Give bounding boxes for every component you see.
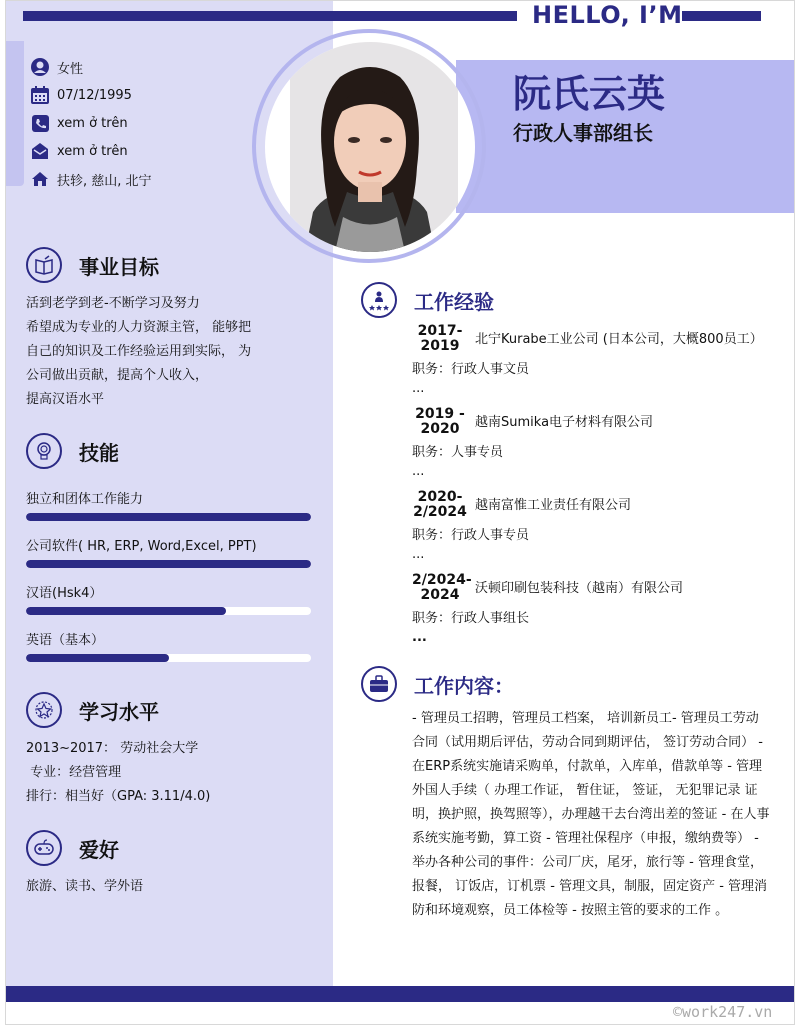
address-text: 扶轸, 慈山, 北宁: [57, 173, 152, 189]
job-title: 行政人事部组长: [513, 121, 653, 145]
skill-bar-fill: [26, 560, 311, 568]
experience-year-end: 2020: [420, 421, 460, 437]
info-gender: [30, 53, 152, 81]
resume-page: [5, 0, 795, 1025]
work-content-title: 工作内容：: [414, 673, 514, 698]
career-goal-text: [26, 292, 251, 412]
education-title: 学习水平: [79, 699, 159, 724]
experience-year-start: 2/2024-: [412, 572, 472, 588]
email-text: xem ở trên: [57, 143, 128, 159]
lightbulb-icon: [26, 433, 62, 469]
experience-role: 职务：人事专员: [412, 445, 504, 460]
watermark: ©work247.vn: [673, 1003, 773, 1021]
skill-bar: [26, 560, 311, 568]
experience-ellipsis: ...: [412, 464, 425, 479]
info-email: [30, 137, 152, 165]
birthdate-text: 07/12/1995: [57, 87, 132, 103]
experience-years: [412, 324, 468, 354]
education-line: 专业：经营管理: [26, 765, 122, 780]
experience-ellipsis: ...: [412, 630, 427, 645]
education-header: [26, 692, 159, 728]
skill-bar-fill: [26, 513, 311, 521]
work-content-text: - 管理员工招聘，管理员工档案， 培训新员工- 管理员工劳动合同（试用期后评估，劳动合同到期评估， 签订劳动合同） - 在ERP系统实施请采购单，付款单，入库单，借款单等 - 管理外国人手续（ 办理工作证， 暂住证， 签证， 无犯罪记录 证明，换护照，换驾照等），办理越干去台湾出差的签证 - 在人事系统实施考勤，算工资 - 管理社保程序（申报，缴纳费等） - 举办各种公司的事件：公司厂庆，尾牙，旅行等 - 管理食堂，报餐， 订饭店，订机票 - 管理文具，制服，固定资产 - 管理消防和环境观察，员工体检等 - 按照主管的要求的工作 。: [412, 711, 770, 918]
education-text: [26, 737, 210, 809]
skill-label: 汉语(Hsk4）: [26, 586, 103, 601]
calendar-icon: [30, 85, 50, 105]
career-goal-line: 公司做出贡献，提高个人收入，: [26, 368, 209, 383]
experience-ellipsis: ...: [412, 547, 425, 562]
skill-bar: [26, 654, 311, 662]
candidate-name: 阮氏云英: [513, 72, 666, 116]
experience-years: [412, 407, 468, 437]
user-icon: [30, 57, 50, 77]
hobbies-text: 旅游、读书、学外语: [26, 879, 144, 894]
footer-bar: [6, 986, 795, 1002]
experience-role: 职务：行政人事组长: [412, 611, 530, 626]
experience-header: [361, 282, 494, 318]
info-phone: [30, 109, 152, 137]
briefcase-icon: [361, 666, 397, 702]
education-line: 排行：相当好（GPA: 3.11/4.0): [26, 789, 211, 804]
experience-year-end: 2019: [420, 338, 460, 354]
team-icon: [361, 282, 397, 318]
gender-text: 女性: [57, 61, 84, 77]
hobbies-title: 爱好: [79, 837, 119, 862]
education-line: 2013~2017： 劳动社会大学: [26, 741, 199, 756]
experience-ellipsis: ...: [412, 381, 425, 396]
career-goal-line: 提高汉语水平: [26, 392, 105, 407]
skills-title: 技能: [79, 440, 119, 465]
experience-title: 工作经验: [414, 289, 494, 314]
career-goal-line: 活到老学到老-不断学习及努力: [26, 296, 200, 311]
top-bar-right: [682, 11, 761, 21]
experience-year-start: 2019 -: [415, 406, 465, 422]
experience-years: [412, 572, 472, 603]
experience-year-end: 2/2024: [413, 504, 467, 520]
skill-label: 公司软件( HR, ERP, Word,Excel, PPT): [26, 539, 257, 554]
gamepad-icon: [26, 830, 62, 866]
skill-bar-fill: [26, 607, 226, 615]
hobbies-header: [26, 830, 119, 866]
experience-company: 沃顿印刷包装科技（越南）有限公司: [475, 581, 684, 596]
experience-year-end: 2024: [420, 587, 460, 603]
top-bar-left: [23, 11, 517, 21]
experience-year-start: 2020-: [417, 489, 463, 505]
info-birthdate: [30, 81, 152, 109]
experience-year-start: 2017-: [417, 323, 463, 339]
skills-header: [26, 433, 119, 469]
career-goal-line: 希望成为专业的人力资源主管， 能够把: [26, 320, 252, 335]
profile-photo: [265, 42, 475, 252]
skill-bar: [26, 513, 311, 521]
skill-label: 英语（基本）: [26, 633, 105, 648]
book-icon: [26, 247, 62, 283]
left-accent-block: [6, 41, 24, 186]
personal-info-list: [30, 53, 152, 193]
mail-icon: [30, 141, 50, 161]
experience-company: 越南Sumika电子材料有限公司: [475, 415, 654, 430]
phone-icon: [30, 113, 50, 133]
work-content-header: [361, 666, 514, 702]
experience-company: 北宁Kurabe工业公司 (日本公司，大概800员工）: [475, 332, 763, 347]
experience-company: 越南富惟工业责任有限公司: [475, 498, 632, 513]
hello-heading: HELLO, I’M: [532, 1, 683, 29]
experience-role: 职务：行政人事文员: [412, 362, 530, 377]
skill-bar-fill: [26, 654, 169, 662]
skill-label: 独立和团体工作能力: [26, 492, 144, 507]
info-address: [30, 165, 152, 193]
career-goal-line: 自己的知识及工作经验运用到实际， 为: [26, 344, 252, 359]
career-goal-header: [26, 247, 159, 283]
phone-text: xem ở trên: [57, 115, 128, 131]
career-goal-title: 事业目标: [79, 254, 159, 279]
experience-years: [412, 490, 468, 520]
medal-icon: [26, 692, 62, 728]
portrait-illustration: [265, 42, 475, 252]
home-icon: [30, 169, 50, 189]
experience-role: 职务：行政人事专员: [412, 528, 530, 543]
skill-bar: [26, 607, 311, 615]
